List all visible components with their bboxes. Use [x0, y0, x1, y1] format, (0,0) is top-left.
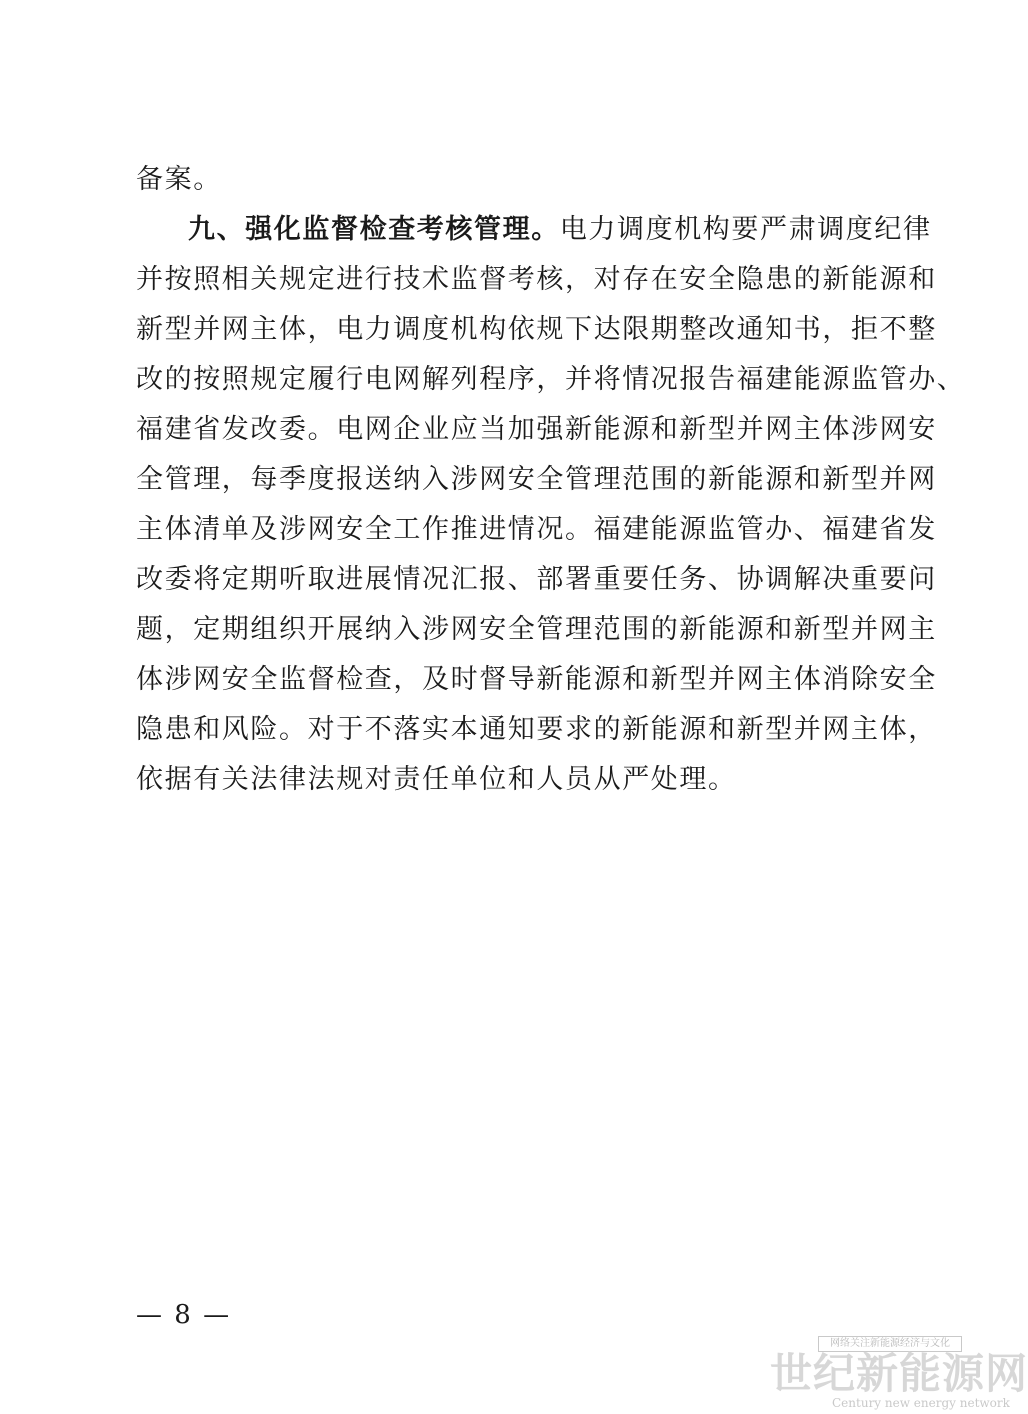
paragraph-line-12: [136, 712, 937, 748]
line-text: 电力调度机构要严肃调度纪律: [559, 214, 932, 245]
watermark-subtitle: Century new energy network: [832, 1396, 1010, 1410]
paragraph-line-8: [136, 512, 937, 548]
line-text: 全管理，每季度报送纳入涉网安全管理范围的新能源和新型并网: [136, 464, 937, 495]
paragraph-line-1: [136, 162, 222, 198]
watermark-tagline: 网络关注新能源经济与文化: [818, 1336, 962, 1352]
line-text: 主体清单及涉网安全工作推进情况。福建能源监管办、福建省发: [136, 514, 937, 545]
watermark-logo: 世纪新能源网: [770, 1349, 1028, 1398]
line-text: 隐患和风险。对于不落实本通知要求的新能源和新型并网主体，: [136, 714, 937, 745]
line-text: 体涉网安全监督检查，及时督导新能源和新型并网主体消除安全: [136, 664, 937, 695]
paragraph-line-9: [136, 562, 937, 598]
line-text: 并按照相关规定进行技术监督考核，对存在安全隐患的新能源和: [136, 264, 937, 295]
paragraph-line-5: [136, 362, 965, 398]
line-text: 新型并网主体，电力调度机构依规下达限期整改通知书，拒不整: [136, 314, 937, 345]
paragraph-line-2: [188, 212, 932, 248]
section-heading: 九、强化监督检查考核管理。: [188, 214, 560, 245]
paragraph-line-4: [136, 312, 937, 348]
line-text: 依据有关法律法规对责任单位和人员从严处理。: [136, 764, 737, 795]
paragraph-line-6: [136, 412, 937, 448]
paragraph-line-11: [136, 662, 937, 698]
paragraph-line-3: [136, 262, 937, 298]
paragraph-line-10: [136, 612, 937, 648]
line-text: 备案。: [136, 164, 222, 195]
line-text: 改委将定期听取进展情况汇报、部署重要任务、协调解决重要问: [136, 564, 937, 595]
paragraph-line-13: [136, 762, 737, 798]
paragraph-line-7: [136, 462, 937, 498]
line-text: 改的按照规定履行电网解列程序，并将情况报告福建能源监管办、: [136, 364, 966, 395]
line-text: 题，定期组织开展纳入涉网安全管理范围的新能源和新型并网主: [136, 614, 937, 645]
page-number: — 8 —: [136, 1300, 232, 1330]
line-text: 福建省发改委。电网企业应当加强新能源和新型并网主体涉网安: [136, 414, 937, 445]
